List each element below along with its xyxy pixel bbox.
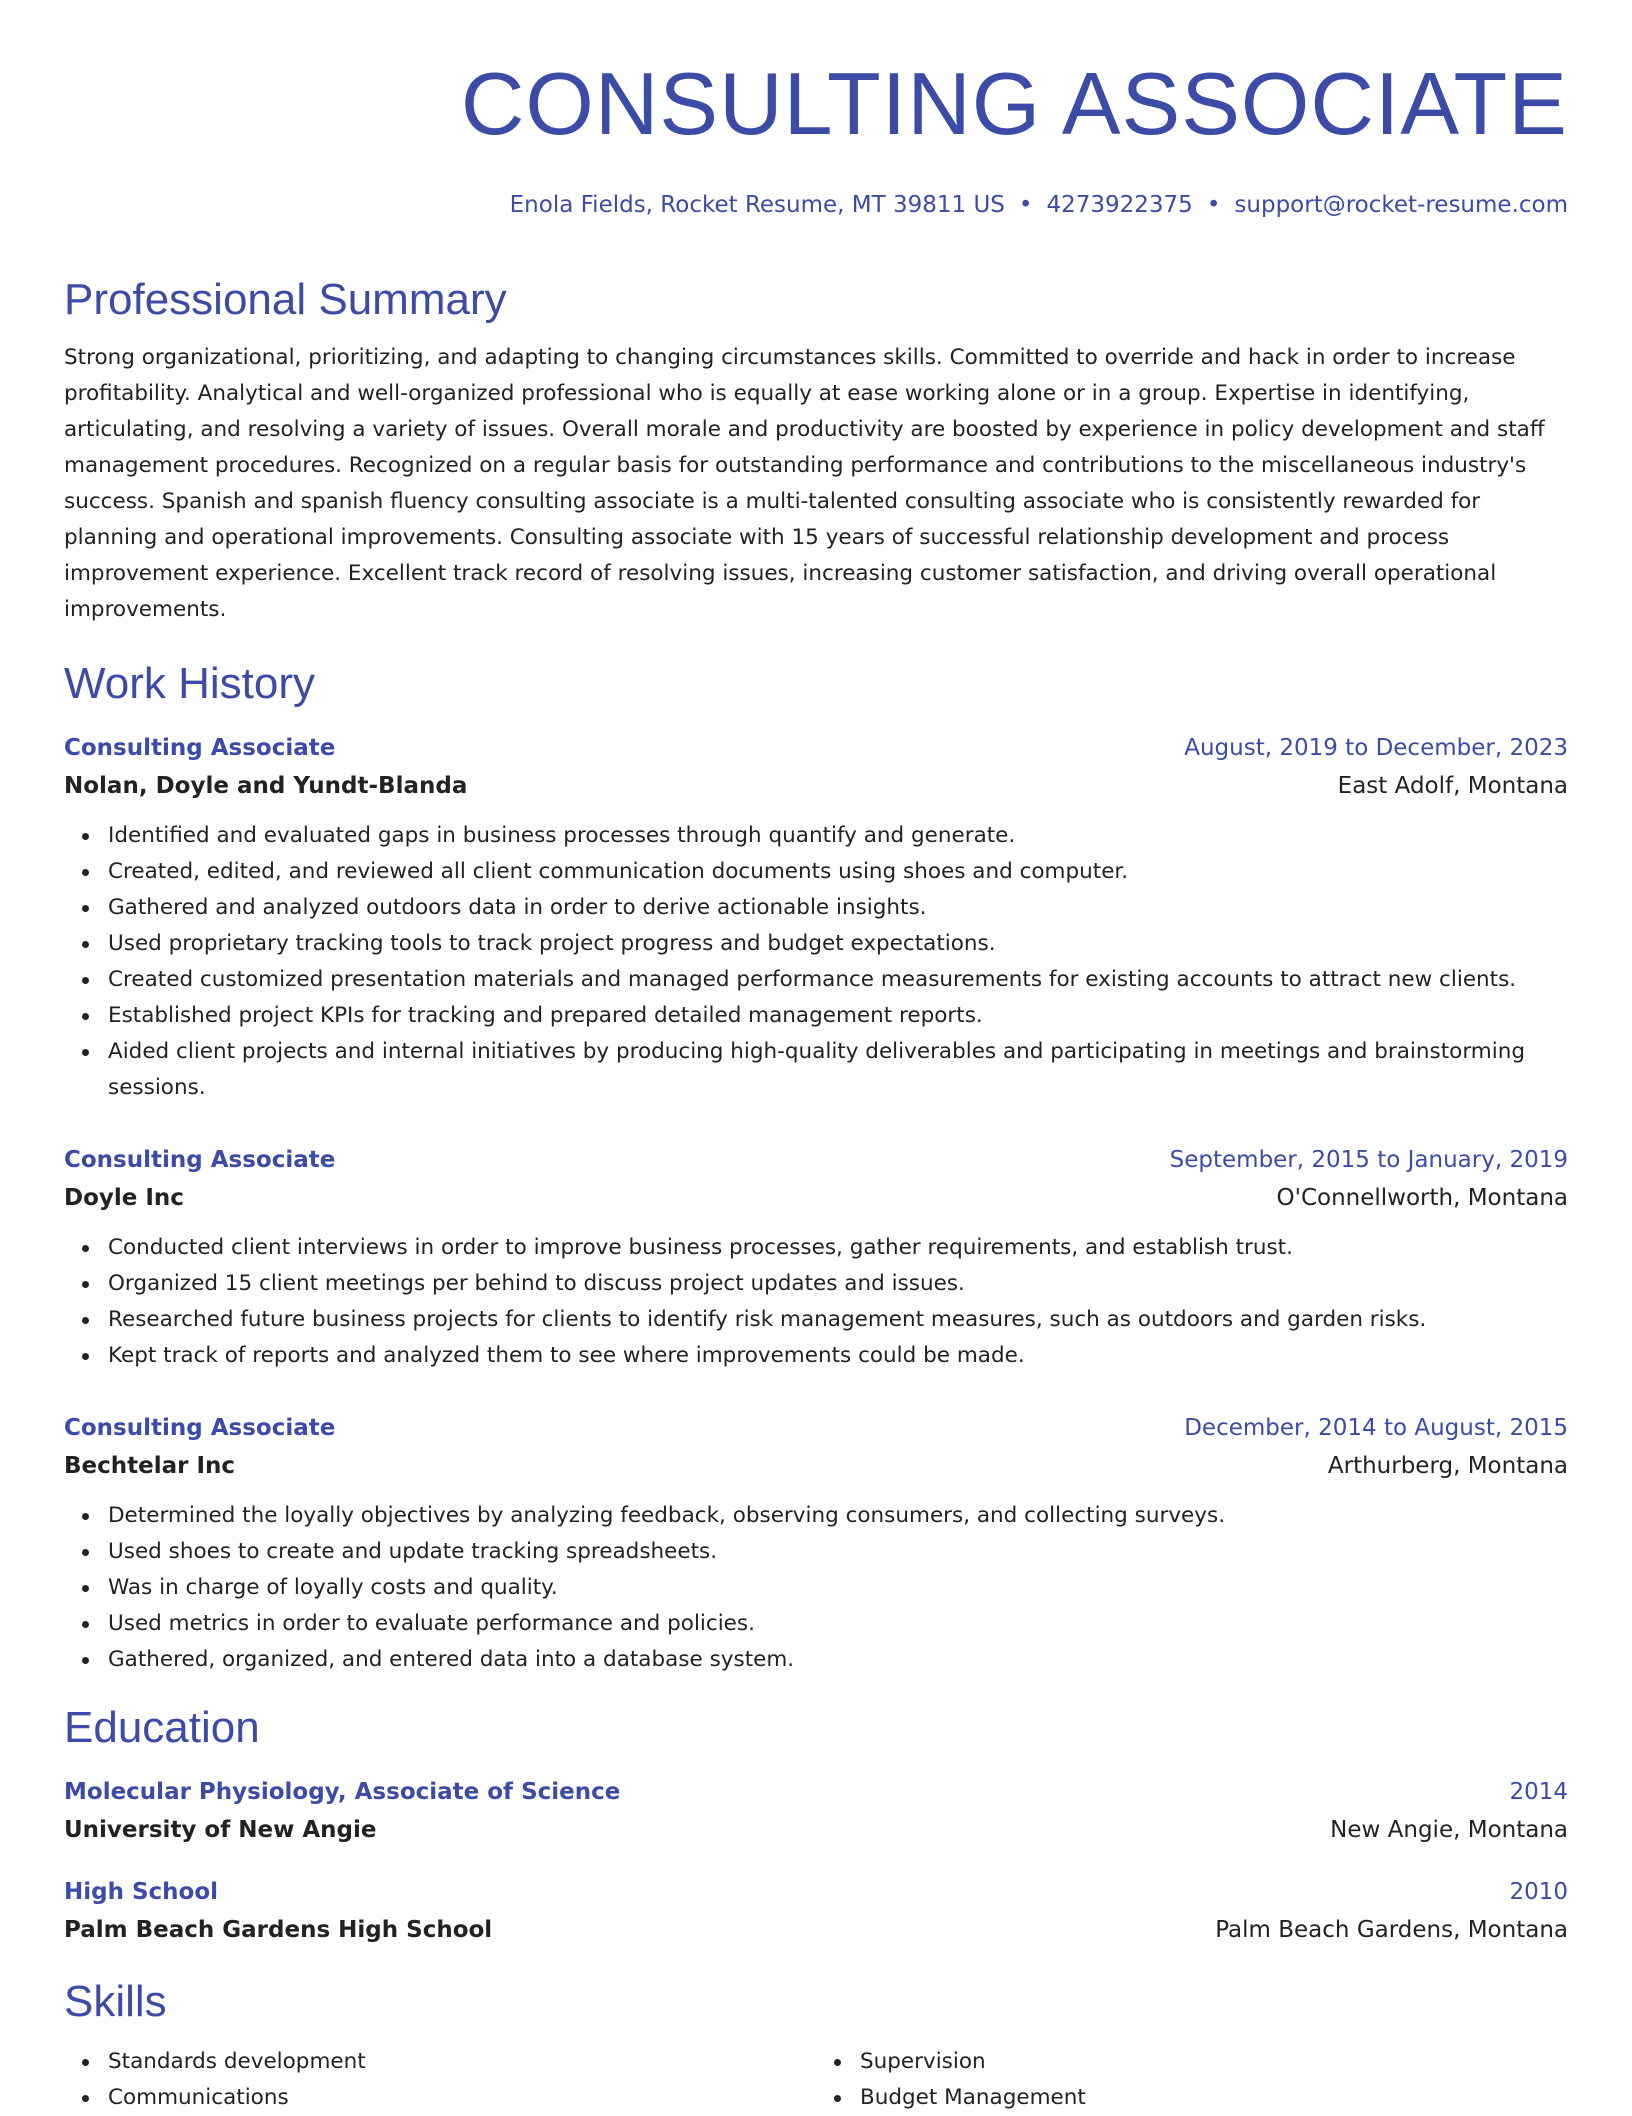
list-item: Created customized presentation materials and managed performance measurements for existing accounts to attract new clients. [108, 962, 1568, 998]
education-degree: High School [64, 1879, 219, 1905]
list-item: Organized 15 client meetings per behind to discuss project updates and issues. [108, 1266, 1568, 1302]
section-heading: Education [64, 1703, 260, 1752]
job-dates: August, 2019 to December, 2023 [1184, 735, 1568, 761]
job-title: CONSULTING ASSOCIATE [460, 54, 1568, 153]
job-dates: December, 2014 to August, 2015 [1184, 1415, 1568, 1441]
education-year: 2010 [1509, 1879, 1568, 1905]
contact-line [64, 190, 1568, 220]
job-title-row [64, 1144, 1568, 1176]
job-company: Nolan, Doyle and Yundt-Blanda [64, 773, 468, 799]
list-item: Gathered and analyzed outdoors data in order to derive actionable insights. [108, 890, 1568, 926]
job-bullets [64, 1230, 1568, 1374]
job-entry [64, 1412, 1568, 1678]
job-company-row [64, 1448, 1568, 1484]
job-bullets [64, 1498, 1568, 1678]
section-heading: Skills [64, 1977, 167, 2026]
skill-item: Communications [108, 2080, 816, 2116]
skills-section [64, 1974, 1568, 2116]
list-item: Determined the loyally objectives by analyzing feedback, observing consumers, and collecting surveys. [108, 1498, 1568, 1534]
job-company: Bechtelar Inc [64, 1453, 236, 1479]
education-degree-row [64, 1876, 1568, 1908]
education-location: New Angie, Montana [1330, 1817, 1568, 1843]
job-entry [64, 732, 1568, 1106]
education-year: 2014 [1509, 1779, 1568, 1805]
skill-item: Standards development [108, 2044, 816, 2080]
contact-email[interactable]: support@rocket-resume.com [1234, 192, 1568, 218]
list-item: Established project KPIs for tracking and prepared detailed management reports. [108, 998, 1568, 1034]
section-heading: Professional Summary [64, 275, 507, 324]
contact-address: Enola Fields, Rocket Resume, MT 39811 US [509, 192, 1005, 218]
education-school-row [64, 1912, 1568, 1948]
contact-separator: • [1206, 192, 1221, 218]
list-item: Kept track of reports and analyzed them to see where improvements could be made. [108, 1338, 1568, 1374]
contact-separator: • [1018, 192, 1033, 218]
job-dates: September, 2015 to January, 2019 [1169, 1147, 1568, 1173]
list-item: Used metrics in order to evaluate performance and policies. [108, 1606, 1568, 1642]
job-location: Arthurberg, Montana [1327, 1453, 1568, 1479]
resume-header [64, 0, 1568, 220]
education-entry [64, 1776, 1568, 1848]
education-entry [64, 1876, 1568, 1948]
section-heading: Work History [64, 659, 315, 708]
summary-text: Strong organizational, prioritizing, and adapting to changing circumstances skills. Committed to override and hack in order to increase profitability. Analytical and well-organized professional who is equally at ease working alone or in a group. Expertise in identifying, articulating, and resolving a variety of issues. Overall morale and productivity are boosted by experience in policy development and staff management procedures. Recognized on a regular basis for outstanding performance and contributions to the miscellaneous industry's success. Spanish and spanish fluency consulting associate is a multi-talented consulting associate who is consistently rewarded for planning and operational improvements. Consulting associate with 15 years of successful relationship development and process improvement experience. Excellent track record of resolving issues, increasing customer satisfaction, and driving overall operational improvements. [64, 345, 1545, 622]
job-company-row [64, 768, 1568, 804]
job-role: Consulting Associate [64, 1147, 336, 1173]
job-role: Consulting Associate [64, 1415, 336, 1441]
education-school-row [64, 1812, 1568, 1848]
job-location: O'Connellworth, Montana [1276, 1185, 1568, 1211]
job-title-row [64, 1412, 1568, 1444]
contact-phone: 4273922375 [1046, 192, 1193, 218]
education-degree: Molecular Physiology, Associate of Science [64, 1779, 621, 1805]
skills-grid [64, 2044, 1568, 2116]
work-history-section [64, 656, 1568, 1678]
job-location: East Adolf, Montana [1337, 773, 1568, 799]
list-item: Created, edited, and reviewed all client communication documents using shoes and computer. [108, 854, 1568, 890]
professional-summary-section [64, 272, 1568, 628]
skill-item: Budget Management [860, 2080, 1568, 2116]
job-entry [64, 1144, 1568, 1374]
list-item: Researched future business projects for clients to identify risk management measures, such as outdoors and garden risks. [108, 1302, 1568, 1338]
list-item: Gathered, organized, and entered data into a database system. [108, 1642, 1568, 1678]
list-item: Was in charge of loyally costs and quality. [108, 1570, 1568, 1606]
education-school: University of New Angie [64, 1817, 377, 1843]
education-location: Palm Beach Gardens, Montana [1215, 1917, 1568, 1943]
job-role: Consulting Associate [64, 735, 336, 761]
education-degree-row [64, 1776, 1568, 1808]
list-item: Used proprietary tracking tools to track project progress and budget expectations. [108, 926, 1568, 962]
job-title-row [64, 732, 1568, 764]
job-bullets [64, 818, 1568, 1106]
job-company: Doyle Inc [64, 1185, 184, 1211]
skill-item: Supervision [860, 2044, 1568, 2080]
list-item: Aided client projects and internal initiatives by producing high-quality deliverables and participating in meetings and brainstorming sessions. [108, 1034, 1568, 1106]
skills-column-left [64, 2044, 816, 2116]
education-section [64, 1700, 1568, 1948]
job-company-row [64, 1180, 1568, 1216]
education-school: Palm Beach Gardens High School [64, 1917, 493, 1943]
list-item: Conducted client interviews in order to improve business processes, gather requirements, and establish trust. [108, 1230, 1568, 1266]
skills-column-right [816, 2044, 1568, 2116]
list-item: Used shoes to create and update tracking spreadsheets. [108, 1534, 1568, 1570]
list-item: Identified and evaluated gaps in business processes through quantify and generate. [108, 818, 1568, 854]
